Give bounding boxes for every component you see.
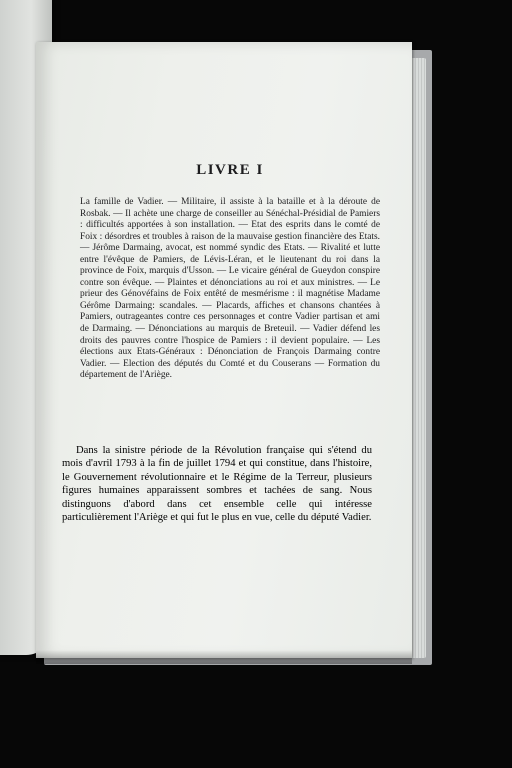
chapter-heading: LIVRE I [196,162,264,178]
page-text-block [80,162,380,382]
chapter-summary: La famille de Vadier. — Militaire, il assiste à la bataille et à la déroute de Rosbak. — Il achète une charge de conseiller au Sénéchal-Présidial de Pamiers : difficultés apportées à son installation. — Etat des esprits dans le comté de Foix : désordres et troubles à raison de la mauvaise gestion financière des Etats. — Jérôme Darmaing, avocat, est nommé syndic des Etats. — Rivalité et lutte entre l'évêque de Pamiers, de Lévis-Léran, et le lieutenant du roi dans la province de Foix, marquis d'Usson. — Le vicaire général de Gueydon conspire contre son évêque. — Plaintes et dénonciations au roi et aux ministres. — Le prieur des Génovéfains de Foix entêté de mesmérisme : il magnétise Madame Gérôme Darmaing: scandales. — Placards, affiches et chansons chantées à Pamiers, outrageantes contre ces personnages et contre Vadier partisan et ami de Darmaing. — Dénonciations au marquis de Breteuil. — Vadier défend les droits des pauvres contre l'hospice de Pamiers : il devient populaire. — Les élections aux Etats-Généraux : Dénonciation de François Darmaing contre Vadier. — Election des députés du Comté et du Couserans — Formation du département de l'Ariège. [80,197,380,381]
book-page [36,42,412,658]
page-bottom-shadow [36,650,412,664]
body-paragraph: Dans la sinistre période de la Révolution française qui s'étend du mois d'avril 1793 à la fin de juillet 1794 et qui constitue, dans l'histoire, le Gouvernement révolutionnaire et le Régime de la Terreur, plusieurs figures humaines apparaissent sombres et tachées de sang. Nous distinguons d'abord dans cet ensemble celle qui intéresse particulièrement l'Ariège et qui fut le plus en vue, celle du député Vadier. [62,445,372,524]
